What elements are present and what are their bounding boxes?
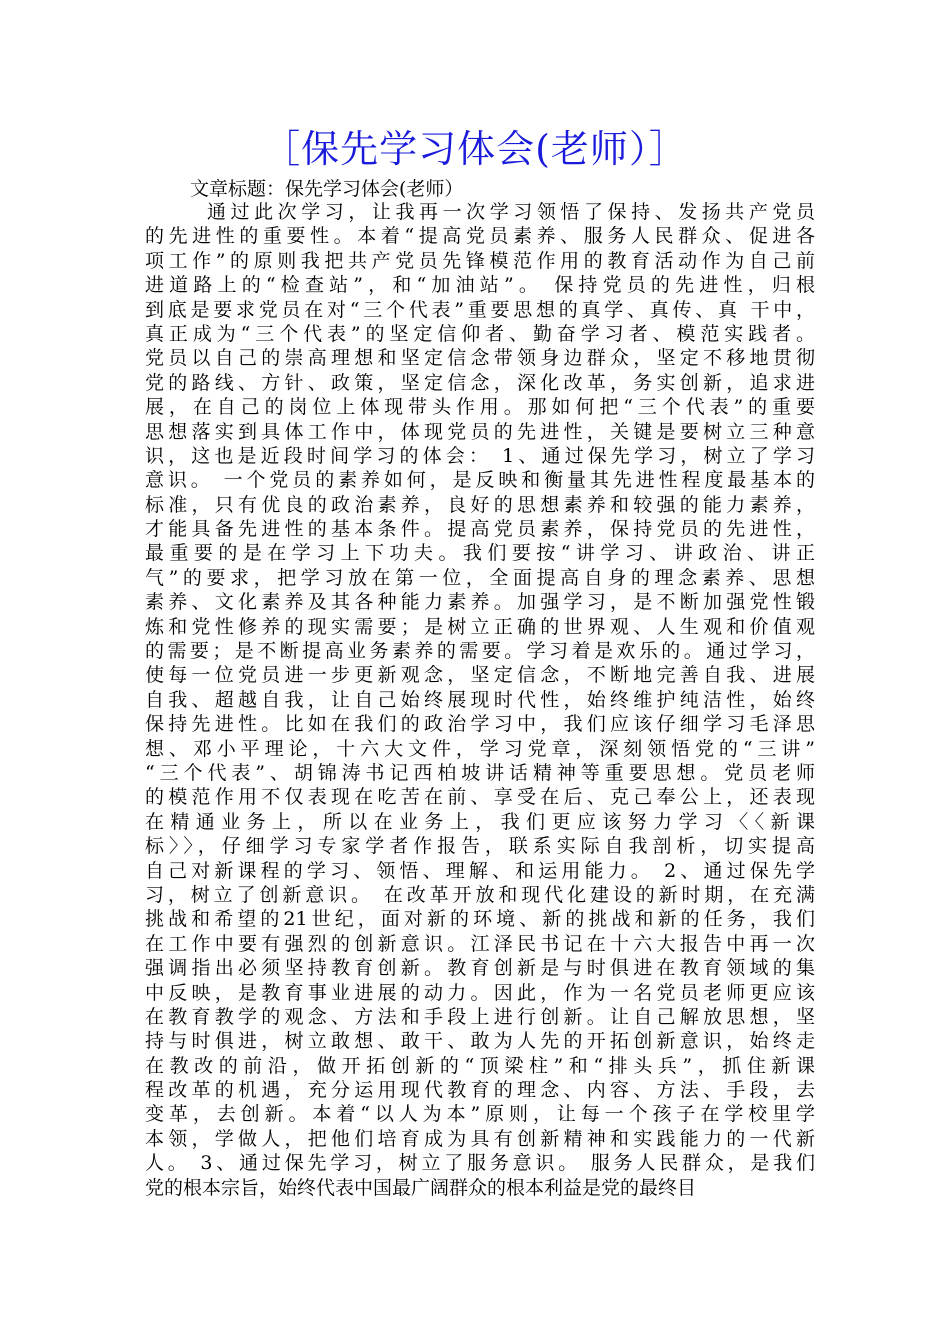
text-line: 意识。 一个党员的素养如何，是反映和衡量其先进性程度最基本的 xyxy=(145,469,815,492)
text-line: 程改革的机遇，充分运用现代教育的理念、内容、方法、手段，去 xyxy=(145,1079,815,1102)
text-line: 党的根本宗旨，始终代表中国最广阔群众的根本利益是党的最终目 xyxy=(145,1176,697,1199)
text-line: 思想落实到具体工作中，体现党员的先进性，关键是要树立三种意 xyxy=(145,420,815,443)
text-line: 在精通业务上，所以在业务上，我们更应该努力学习〈〈新课 xyxy=(145,810,815,833)
text-line: 持与时俱进，树立敢想、敢干、敢为人先的开拓创新意识，始终走 xyxy=(145,1030,815,1053)
document-title: ［保先学习体会(老师）］ xyxy=(262,127,688,171)
text-line: 党的路线、方针、政策，坚定信念，深化改革，务实创新，追求进 xyxy=(145,371,815,394)
text-line: 挑战和希望的21世纪，面对新的环境、新的挑战和新的任务，我们 xyxy=(145,908,815,931)
text-line: 在教育教学的观念、方法和手段上进行创新。让自己解放思想，坚 xyxy=(145,1005,815,1028)
text-line: 才能具备先进性的基本条件。提高党员素养，保持党员的先进性， xyxy=(145,518,815,541)
text-line: 人。 3、通过保先学习，树立了服务意识。 服务人民群众，是我们 xyxy=(145,1152,815,1175)
text-line: 展，在自己的岗位上体现带头作用。那如何把“三个代表”的重要 xyxy=(145,396,815,419)
text-line: 的模范作用不仅表现在吃苦在前、享受在后、克己奉公上，还表现 xyxy=(145,786,815,809)
text-line: 在工作中要有强烈的创新意识。江泽民书记在十六大报告中再一次 xyxy=(145,932,815,955)
text-line: 中反映，是教育事业进展的动力。因此，作为一名党员老师更应该 xyxy=(145,981,815,1004)
text-line: 的需要；是不断提高业务素养的需要。学习着是欢乐的。通过学习， xyxy=(145,640,815,663)
body-text xyxy=(145,200,815,1200)
text-line: “三个代表”、胡锦涛书记西柏坡讲话精神等重要思想。党员老师 xyxy=(145,761,815,784)
text-line: 本领，学做人，把他们培育成为具有创新精神和实践能力的一代新 xyxy=(145,1127,815,1150)
text-line: 的先进性的重要性。本着“提高党员素养、服务人民群众、促进各 xyxy=(145,225,815,248)
text-line: 标准，只有优良的政治素养，良好的思想素养和较强的能力素养， xyxy=(145,493,815,516)
text-line: 通过此次学习，让我再一次学习领悟了保持、发扬共产党员 xyxy=(207,201,815,223)
text-line: 进道路上的“检查站”，和“加油站”。 保持党员的先进性，归根 xyxy=(145,274,815,297)
text-line: 项工作”的原则我把共产党员先锋模范作用的教育活动作为自己前 xyxy=(145,249,815,272)
text-line: 标〉〉，仔细学习专家学者作报告，联系实际自我剖析，切实提高 xyxy=(145,835,815,858)
text-line: 真正成为“三个代表”的坚定信仰者、勤奋学习者、模范实践者。 xyxy=(145,322,815,345)
text-line: 素养、文化素养及其各种能力素养。加强学习，是不断加强党性锻 xyxy=(145,591,815,614)
text-line: 保持先进性。比如在我们的政治学习中，我们应该仔细学习毛泽思 xyxy=(145,713,815,736)
text-line: 党员以自己的崇高理想和坚定信念带领身边群众，坚定不移地贯彻 xyxy=(145,347,815,370)
text-line: 强调指出必须坚持教育创新。教育创新是与时俱进在教育领域的集 xyxy=(145,957,815,980)
text-line: 习，树立了创新意识。 在改革开放和现代化建设的新时期，在充满 xyxy=(145,883,815,906)
text-line: 自我、超越自我，让自己始终展现时代性，始终维护纯洁性，始终 xyxy=(145,688,815,711)
article-heading-line: 文章标题：保先学习体会(老师） xyxy=(190,178,464,200)
text-line: 识，这也是近段时间学习的体会： 1、通过保先学习，树立了学习 xyxy=(145,444,815,467)
text-line: 想、邓小平理论，十六大文件，学习党章，深刻领悟党的“三讲” xyxy=(145,737,815,760)
text-line: 炼和党性修养的现实需要；是树立正确的世界观、人生观和价值观 xyxy=(145,615,815,638)
text-line: 在教改的前沿，做开拓创新的“顶梁柱”和“排头兵”，抓住新课 xyxy=(145,1054,815,1077)
text-line: 使每一位党员进一步更新观念，坚定信念，不断地完善自我、进展 xyxy=(145,664,815,687)
text-line: 到底是要求党员在对“三个代表”重要思想的真学、真传、真 干中， xyxy=(145,298,815,321)
text-line: 变革，去创新。本着“以人为本”原则，让每一个孩子在学校里学 xyxy=(145,1103,815,1126)
text-line: 气”的要求，把学习放在第一位，全面提高自身的理念素养、思想 xyxy=(145,566,815,589)
text-line: 自己对新课程的学习、领悟、理解、和运用能力。 2、通过保先学 xyxy=(145,859,815,882)
text-line: 最重要的是在学习上下功夫。我们要按“讲学习、讲政治、讲正 xyxy=(145,542,815,565)
